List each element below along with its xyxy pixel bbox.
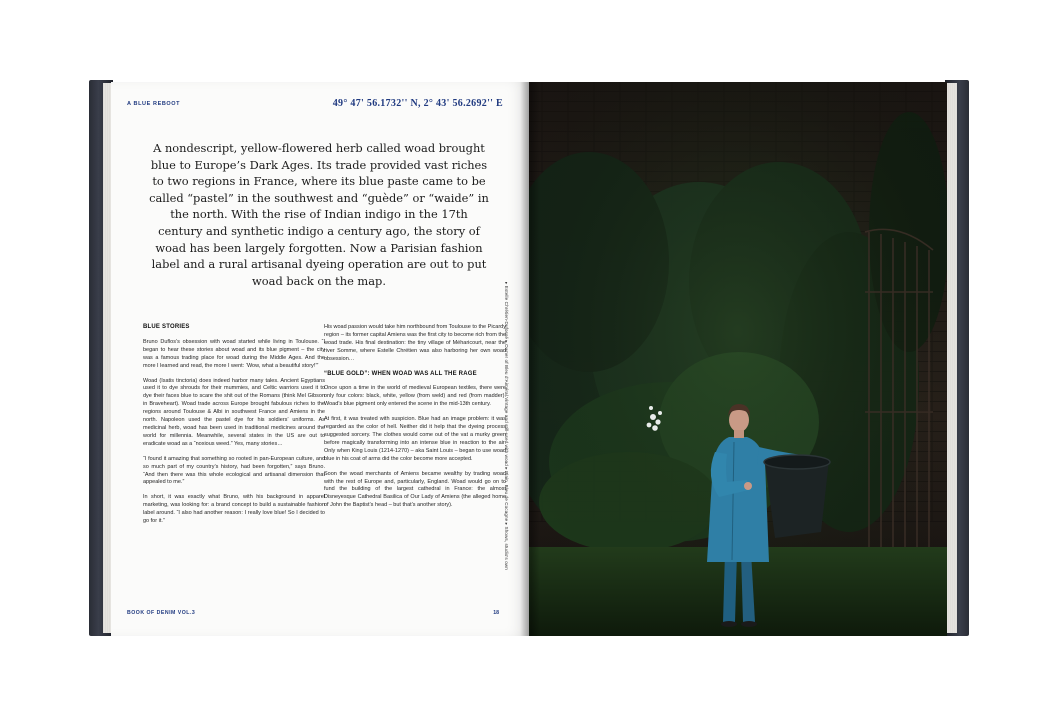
body-paragraph: Soon the woad merchants of Amiens became wealthy by trading woad with the rest of Europe and, particularly, England. Woad would go on to fund the building of the largest cathedral in France: the almost Disneyesque Cathedral Basilica of Our Lady of Amiens (the alleged home of John the Baptist’s head – but that’s another story). (324, 470, 506, 509)
body-paragraph: Bruno Duflos’s obsession with woad started while living in Toulouse. “I began to hear these stories about woad and its blue pigment – the city was a famous trading place for woad during the Middle Ages. And the more I learned and read, the more I went: ‘Wow, what a beautiful story!’” (143, 338, 325, 369)
body-paragraph: “I found it amazing that something so rooted in pan-European culture, and so much part of my country’s history, had been forgotten,” says Bruno. “And then there was this whole ecological and artisanal dimension that appealed to me.” (143, 455, 325, 486)
photo-illustration (529, 82, 947, 636)
book-gutter-shadow (520, 82, 540, 636)
text-column-left (143, 324, 325, 533)
body-paragraph: Once upon a time in the world of medieval European textiles, there were only four colors: black, white, yellow (from weld) and red (from madder). Woad’s blue pigment only entered the scene in the mid-13th century. (324, 385, 506, 408)
text-column-right (324, 324, 506, 517)
body-paragraph: In short, it was exactly what Bruno, with his background in apparel marketing, was looking for: a brand concept to build a sustainable fashion label around. “I also had another reason: I really love blue! So I decided to go for it.” (143, 494, 325, 525)
photo-caption: ▸ Estelle Chrétien-Dufossé ▸ Owner of Bleu d'Aiméral Vintage and still-used with woad ▸ Plain, Bleu de Cocagne ▸ Shows, studio's own (504, 282, 509, 570)
page-number: 18 (493, 610, 499, 616)
body-paragraph: Woad (Isatis tinctoria) does indeed harbor many tales. Ancient Egyptians used it to dye shrouds for their mummies, and Celtic warriors used it to dye their faces blue to scare the shit out of the Romans (think Mel Gibson in Braveheart). Woad trade across Europe brought fabulous riches to the regions around Toulouse & Albi in southwest France and Amiens in the north. Napoleon used the pastel dye for his soldiers’ uniforms. As medicinal herb, woad has been used in traditional medicines around the world for millennia. Meanwhile, several states in the US are out to eradicate woad as a “noxious weed.” Yes, many stories… (143, 377, 325, 447)
left-page (111, 82, 529, 636)
body-paragraph: At first, it was treated with suspicion. Blue had an image problem: it was regarded as the color of hell. Neither did it help that the dyeing process suggested sorcery. The clothes would come out of the vat a murky green before magically transforming into an intense blue in reaction to the air. Only when King Louis (1214-1270) – aka Saint Louis – began to use woad blue in his coat of arms did the color become more accepted. (324, 416, 506, 462)
footer-book-title: BOOK OF DENIM VOL.3 (127, 610, 196, 616)
gps-coordinates: 49° 47' 56.1732'' N, 2° 43' 56.2692'' E (332, 98, 503, 109)
intro-paragraph: A nondescript, yellow-flowered herb called woad brought blue to Europe’s Dark Ages. Its trade provided vast riches to two regions in France, where its blue paste came to be called “pastel” in the southwest and “guède” or “waide” in the north. With the rise of Indian indigo in the 17th century and synthetic indigo a century ago, the story of woad has been largely forgotten. Now a Parisian fashion label and a rural artisanal dyeing operation are out to put woad back on the map. (149, 141, 489, 288)
section-heading-blue-gold: “BLUE GOLD”: WHEN WOAD WAS ALL THE RAGE (324, 370, 477, 377)
running-head: A BLUE REBOOT (127, 101, 181, 107)
section-heading-blue-stories: BLUE STORIES (143, 324, 190, 330)
body-paragraph: His woad passion would take him northbound from Toulouse to the Picardy region – its former capital Amiens was the first city to become rich from the woad trade. His final destination: the tiny village of Méharicourt, near the river Somme, where Estelle Chrétien was also harboring her own woad obsession… (324, 324, 506, 362)
right-page-photograph (529, 82, 947, 636)
